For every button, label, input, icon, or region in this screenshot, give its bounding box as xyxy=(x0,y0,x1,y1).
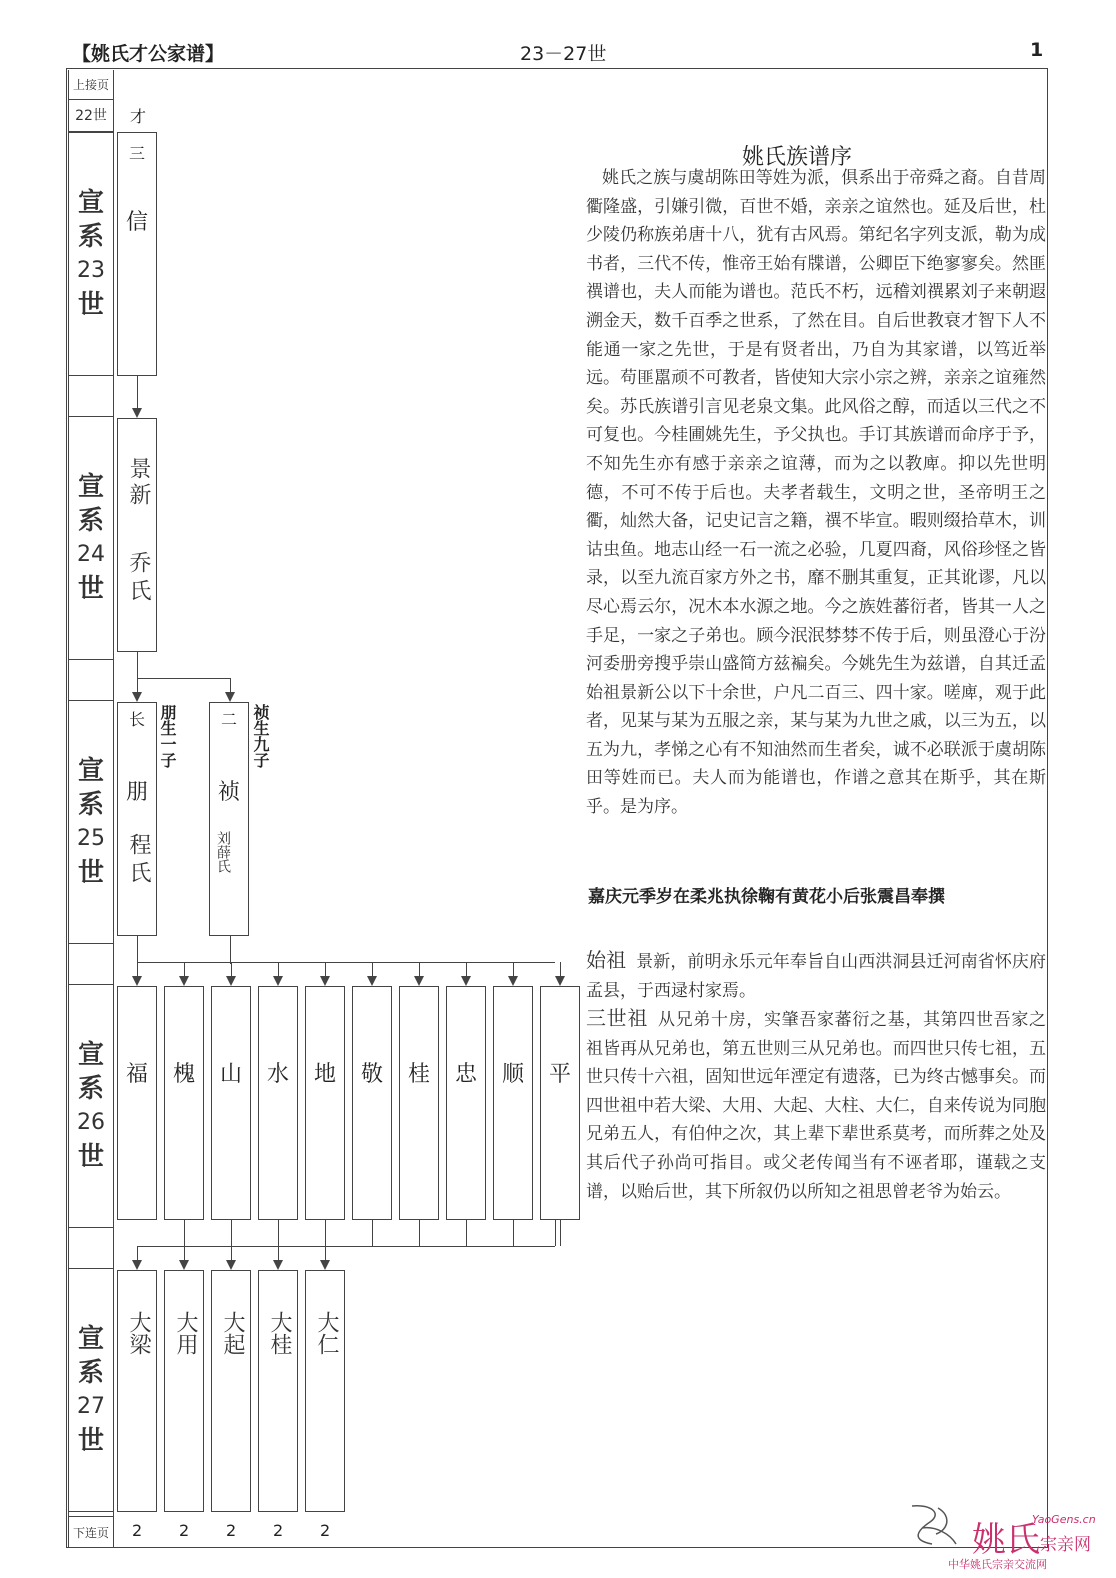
arrow xyxy=(179,976,189,986)
connector xyxy=(231,1220,232,1246)
person-jingxin: 景新 乔氏 xyxy=(117,418,157,652)
next-page-number[interactable]: 2 xyxy=(132,1521,143,1540)
gap-cell xyxy=(68,1228,114,1268)
arrow xyxy=(555,976,565,986)
page-number: 1 xyxy=(1030,39,1044,61)
arrow xyxy=(320,976,330,986)
connector xyxy=(230,936,231,964)
arrow xyxy=(367,976,377,986)
person-gen26: 桂 xyxy=(399,986,439,1220)
connector xyxy=(555,1220,556,1246)
person-peng: 长 朋 程氏 xyxy=(117,702,157,936)
watermark-small: 宗亲网 xyxy=(1040,1535,1091,1555)
arrow xyxy=(132,408,142,418)
prev-page-label: 上接页 xyxy=(68,70,114,100)
gap-cell xyxy=(68,944,114,984)
person-gen27: 大起 xyxy=(211,1270,251,1512)
connector xyxy=(184,1220,185,1246)
connector xyxy=(419,1220,420,1246)
gen22-label: 22世 xyxy=(68,100,114,132)
connector xyxy=(137,1246,555,1247)
arrow xyxy=(508,976,518,986)
watermark-footer: 中华姚氏宗亲交流网 xyxy=(948,1558,1047,1571)
preface-signature: 嘉庆元季岁在柔兆执徐鞠有黄花小后张震昌奉撰 xyxy=(588,887,945,907)
note-zhen-children: 祯生九子 xyxy=(251,704,270,768)
connector xyxy=(560,1220,561,1246)
connector xyxy=(137,678,230,679)
connector xyxy=(325,1220,326,1246)
arrow xyxy=(320,1260,330,1270)
arrow xyxy=(226,1260,236,1270)
arrow xyxy=(273,976,283,986)
connector xyxy=(137,962,555,963)
note-founder: 始祖 景新，前明永乐元年奉旨自山西洪洞县迁河南省怀庆府孟县，于西逯村家焉。 xyxy=(586,948,1047,1001)
watermark-main: 姚氏 xyxy=(972,1520,1040,1560)
person-gen27: 大仁 xyxy=(305,1270,345,1512)
gen27-label: 宣 系 27 世 xyxy=(68,1268,114,1512)
watermark-url: YaoGens.cn xyxy=(1032,1513,1096,1526)
preface-title: 姚氏族谱序 xyxy=(742,145,853,170)
person-gen26: 敬 xyxy=(352,986,392,1220)
person-gen26: 顺 xyxy=(493,986,533,1220)
gen23-label: 宣 系 23 世 xyxy=(68,132,114,376)
next-page-number[interactable]: 2 xyxy=(226,1521,237,1540)
gen26-label: 宣 系 26 世 xyxy=(68,984,114,1228)
person-gen26: 福 xyxy=(117,986,157,1220)
note-peng-children: 朋生一子 xyxy=(158,704,177,768)
person-gen26: 忠 xyxy=(446,986,486,1220)
gen24-label: 宣 系 24 世 xyxy=(68,416,114,660)
gap-cell xyxy=(68,660,114,700)
arrow xyxy=(226,976,236,986)
person-zhen: 二 祯 刘薛氏 xyxy=(209,702,249,936)
arrow xyxy=(225,692,235,702)
next-page-label: 下连页 xyxy=(68,1516,114,1548)
arrow xyxy=(132,976,142,986)
arrow xyxy=(132,692,142,702)
generation-range: 23－27世 xyxy=(520,43,607,65)
person-gen26: 水 xyxy=(258,986,298,1220)
next-page-number[interactable]: 2 xyxy=(179,1521,190,1540)
gen25-label: 宣 系 25 世 xyxy=(68,700,114,944)
person-gen26: 地 xyxy=(305,986,345,1220)
person-gen26: 槐 xyxy=(164,986,204,1220)
connector xyxy=(466,1220,467,1246)
preface-body: 姚氏之族与虞胡陈田等姓为派，俱系出于帝舜之裔。自昔周衢隆盛，引嫌引微，百世不婚，亲亲之谊然也。延及后世，杜少陵仍称族弟唐十八，犹有古风焉。第纪名字列支派，勒为成书者，三代不传，惟帝王始有牒谱，公卿臣下绝寥寥矣。然匪禩谱也，夫人而能为谱也。范氏不朽，远稽刘禩累刘子来朝遐溯金天，数千百季之世系，了然在目。自后世教衰才智下人不能通一家之先世，于是有贤者出，乃自为其家谱，以笃近举远。苟匪嚚顽不可教者，皆使知大宗小宗之辨，亲亲之谊雍然矣。苏氏族谱引言见老泉文集。此风俗之醇，而适以三代之不可复也。今桂圃姚先生，予父执也。手订其族谱而命序于予，不知先生亦有感于亲亲之谊薄，而为之以教庳。抑以先世明德，不可不传于后也。夫孝者载生，文明之世，圣帝明王之衢，灿然大备，记史记言之籍，禩不毕宣。暇则缀拾草木，训诂虫鱼。地志山经一石一流之必验，几夏四裔，风俗珍怪之皆录，以至九流百家方外之书，靡不删其重复，正其讹谬，凡以尽心焉云尔，况木本水源之地。今之族姓蕃衍者，皆其一人之手足，一家之子弟也。顾今泯泯棼棼不传于后，则虽澄心于汾河委册旁搜乎崇山盛简方兹褊矣。今姚先生为兹谱，自其迁孟始祖景新公以下十余世，户凡二百三、四十家。嗟庳，观于此者，见某与某为五服之亲，某与某为九世之戚，以三为五，以五为九，孝悌之心有不知油然而生者矣，诚不必联派于虞胡陈田等姓而已。夫人而为能谱也，作谱之意其在斯乎，其在斯乎。是为序。 xyxy=(586,168,1046,818)
note-third-gen: 三世祖 从兄弟十房，实肇吾家蕃衍之基，其第四世吾家之祖皆再从兄弟也，第五世则三从兄弟也。而四世只传七祖，五世只传十六祖，固知世远年湮定有遗落，已为终古憾事矣。而四世祖中若大梁、大用、大起、大柱、大仁，自来传说为同胞兄弟五人，有伯仲之次，其上辈下辈世系莫考，而所葬之处及其后代子孙尚可指目。或父老传闻当有不诬者耶，谨载之支谱，以贻后世，其下所叙仍以所知之祖思曾老爷为始云。 xyxy=(586,1006,1046,1202)
arrow xyxy=(461,976,471,986)
arrow xyxy=(414,976,424,986)
arrow xyxy=(179,1260,189,1270)
watermark-logo-icon xyxy=(902,1500,962,1548)
next-page-number[interactable]: 2 xyxy=(273,1521,284,1540)
person-gen27: 大梁 xyxy=(117,1270,157,1512)
person-gen27: 大用 xyxy=(164,1270,204,1512)
root-ancestor: 才 xyxy=(130,107,147,126)
gap-cell xyxy=(68,376,114,416)
arrow xyxy=(132,1260,142,1270)
person-xin: 三 信 xyxy=(117,132,157,376)
connector xyxy=(278,1220,279,1246)
person-gen26: 山 xyxy=(211,986,251,1220)
connector xyxy=(513,1220,514,1246)
person-gen27: 大桂 xyxy=(258,1270,298,1512)
connector xyxy=(372,1220,373,1246)
connector xyxy=(137,652,138,678)
next-page-number[interactable]: 2 xyxy=(320,1521,331,1540)
arrow xyxy=(273,1260,283,1270)
book-title: 【姚氏才公家谱】 xyxy=(72,43,225,65)
person-gen26: 平 xyxy=(540,986,580,1220)
